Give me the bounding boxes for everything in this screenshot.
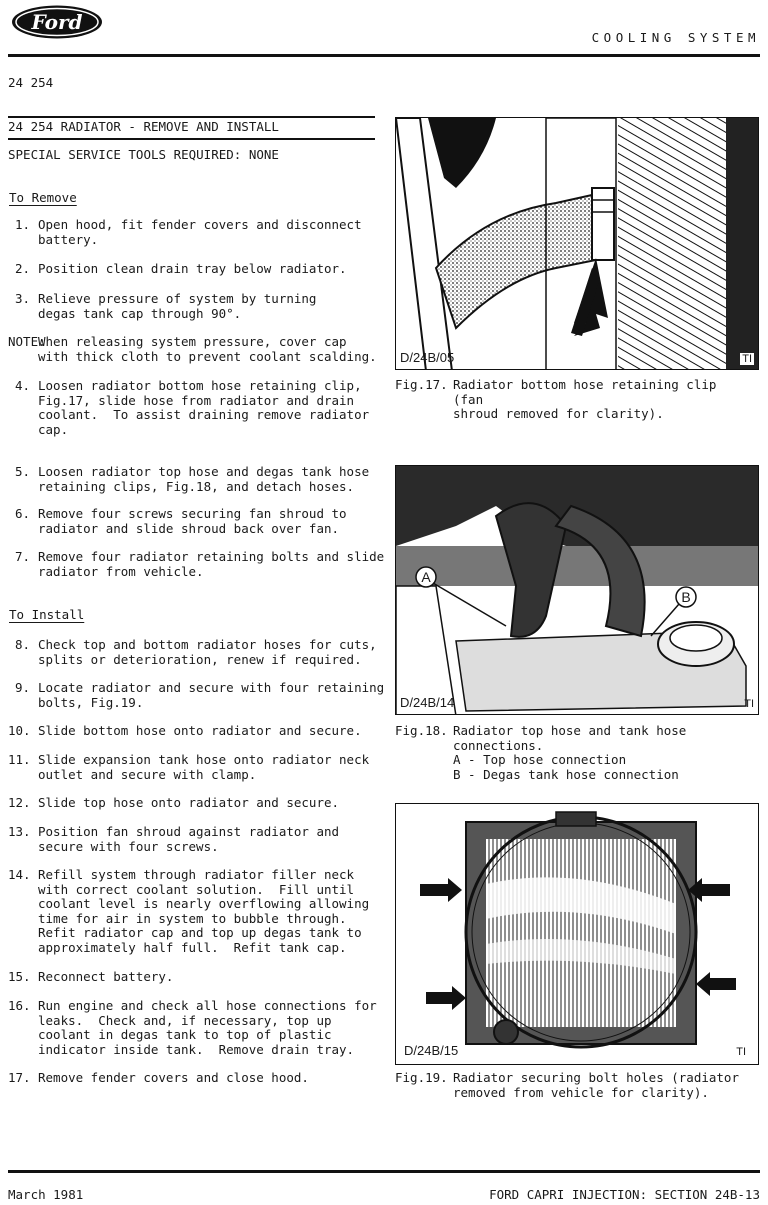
to-install-heading: To Install — [9, 607, 85, 622]
step-number: 3. — [14, 291, 30, 306]
step-number: 14. — [8, 867, 31, 882]
step-number: 12. — [8, 795, 31, 810]
step-number: 15. — [8, 969, 31, 984]
caption-number: Fig.17. — [395, 377, 448, 392]
figure-17-code: D/24B/05 — [400, 350, 455, 365]
note-pressure — [8, 335, 378, 364]
ford-logo-text: Ford — [31, 10, 83, 34]
figure-17-mark: TI — [742, 353, 752, 365]
step-number: 5. — [14, 464, 30, 479]
figure-19-code: D/24B/15 — [404, 1043, 459, 1058]
caption-number: Fig.18. — [395, 723, 448, 738]
step-number: 10. — [8, 723, 31, 738]
figure-19-illustration — [395, 803, 759, 1065]
step-number: 13. — [8, 824, 31, 839]
step-17 — [8, 1071, 378, 1086]
figure-17-caption — [395, 378, 760, 422]
step-text: Remove fender covers and close hood. — [38, 1070, 309, 1085]
caption-text: Radiator securing bolt holes (radiator removed from vehicle for clarity). — [453, 1070, 739, 1100]
step-13 — [8, 825, 378, 854]
step-number: 9. — [14, 680, 30, 695]
figure-19-caption — [395, 1071, 760, 1100]
step-text: Remove four screws securing fan shroud to radiator and slide shroud back over fan. — [38, 506, 347, 536]
radiator-top-hose-drawing — [396, 466, 759, 715]
step-number: 7. — [14, 549, 30, 564]
step-number: 17. — [8, 1070, 31, 1085]
figure-18-mark: TI — [744, 698, 754, 710]
step-16 — [8, 999, 378, 1057]
title-rule-top — [8, 116, 375, 118]
header-rule — [8, 54, 760, 57]
step-14 — [8, 868, 378, 956]
figure-17-illustration — [395, 117, 759, 370]
ford-logo — [10, 4, 104, 40]
step-12 — [8, 796, 378, 811]
section-number: 24 254 — [8, 75, 54, 90]
step-15 — [8, 970, 378, 985]
step-text: Position fan shroud against radiator and secure with four screws. — [38, 824, 340, 854]
label-b: B — [681, 589, 691, 605]
step-number: 4. — [14, 378, 30, 393]
step-text: Run engine and check all hose connections for leaks. Check and, if necessary, top up coolant in degas tank to top of plastic indicator inside tank. Remove drain tray. — [38, 998, 377, 1057]
figure-19-mark: TI — [736, 1046, 746, 1058]
footer-date: March 1981 — [8, 1187, 84, 1202]
step-text: Slide top hose onto radiator and secure. — [38, 795, 340, 810]
procedure-title: 24 254 RADIATOR - REMOVE AND INSTALL — [8, 119, 279, 134]
step-text: Position clean drain tray below radiator. — [38, 261, 347, 276]
to-remove-heading: To Remove — [9, 190, 77, 205]
step-text: Remove four radiator retaining bolts and slide radiator from vehicle. — [38, 549, 385, 579]
caption-number: Fig.19. — [395, 1070, 448, 1085]
special-tools-line: SPECIAL SERVICE TOOLS REQUIRED: NONE — [8, 147, 279, 162]
caption-sub-b: B - Degas tank hose connection — [453, 766, 679, 782]
step-number: 11. — [8, 752, 31, 767]
step-text: Reconnect battery. — [38, 969, 174, 984]
step-3 — [8, 292, 378, 321]
label-a: A — [421, 569, 431, 585]
step-11 — [8, 753, 378, 782]
radiator-bottom-hose-drawing — [396, 118, 759, 370]
step-number: 6. — [14, 506, 30, 521]
step-text: Loosen radiator bottom hose retaining clip, Fig.17, slide hose from radiator and drain coolant. To assist draining remove radiator cap. — [38, 378, 370, 437]
step-number: 2. — [14, 261, 30, 276]
step-7 — [8, 549, 385, 579]
step-9 — [8, 680, 385, 710]
step-text: Check top and bottom radiator hoses for cuts, splits or deterioration, renew if required. — [38, 637, 377, 667]
step-8 — [8, 638, 378, 667]
note-text: When releasing system pressure, cover cap with thick cloth to prevent coolant scalding. — [38, 334, 377, 364]
caption-text: Radiator bottom hose retaining clip (fan shroud removed for clarity). — [453, 377, 717, 422]
figure-18-illustration — [395, 465, 759, 715]
step-text: Loosen radiator top hose and degas tank hose retaining clips, Fig.18, and detach hoses. — [38, 464, 370, 494]
figure-18-caption — [395, 724, 760, 782]
step-number: 8. — [14, 637, 30, 652]
caption-sub-a: A - Top hose connection — [453, 752, 627, 768]
step-1 — [8, 218, 378, 247]
title-rule-bottom — [8, 138, 375, 140]
step-4 — [8, 379, 378, 437]
step-2 — [8, 262, 378, 277]
step-text: Locate radiator and secure with four retaining bolts, Fig.19. — [38, 680, 385, 710]
figure-18-code: D/24B/14 — [400, 695, 455, 710]
step-6 — [8, 507, 378, 536]
step-5 — [8, 465, 378, 494]
page-header-title: COOLING SYSTEM — [591, 30, 760, 45]
step-text: Refill system through radiator filler neck with correct coolant solution. Fill until coolant level is nearly overflowing allowing time for air in system to bubble through. Refit radiator cap and top up degas tank to approximately half full. Refit tank cap. — [38, 867, 370, 955]
step-number: 16. — [8, 998, 31, 1013]
step-text: Slide bottom hose onto radiator and secure. — [38, 723, 362, 738]
step-text: Open hood, fit fender covers and disconnect battery. — [38, 217, 362, 247]
step-number: 1. — [14, 217, 30, 232]
footer-rule — [8, 1170, 760, 1173]
caption-text: Radiator top hose and tank hose connections. — [453, 723, 687, 753]
step-text: Relieve pressure of system by turning degas tank cap through 90°. — [38, 291, 317, 321]
note-label: NOTE: — [8, 334, 46, 349]
radiator-bolt-holes-drawing — [396, 804, 759, 1065]
step-10 — [8, 724, 378, 739]
step-text: Slide expansion tank hose onto radiator neck outlet and secure with clamp. — [38, 752, 370, 782]
footer-section: FORD CAPRI INJECTION: SECTION 24B-13 — [489, 1187, 760, 1202]
